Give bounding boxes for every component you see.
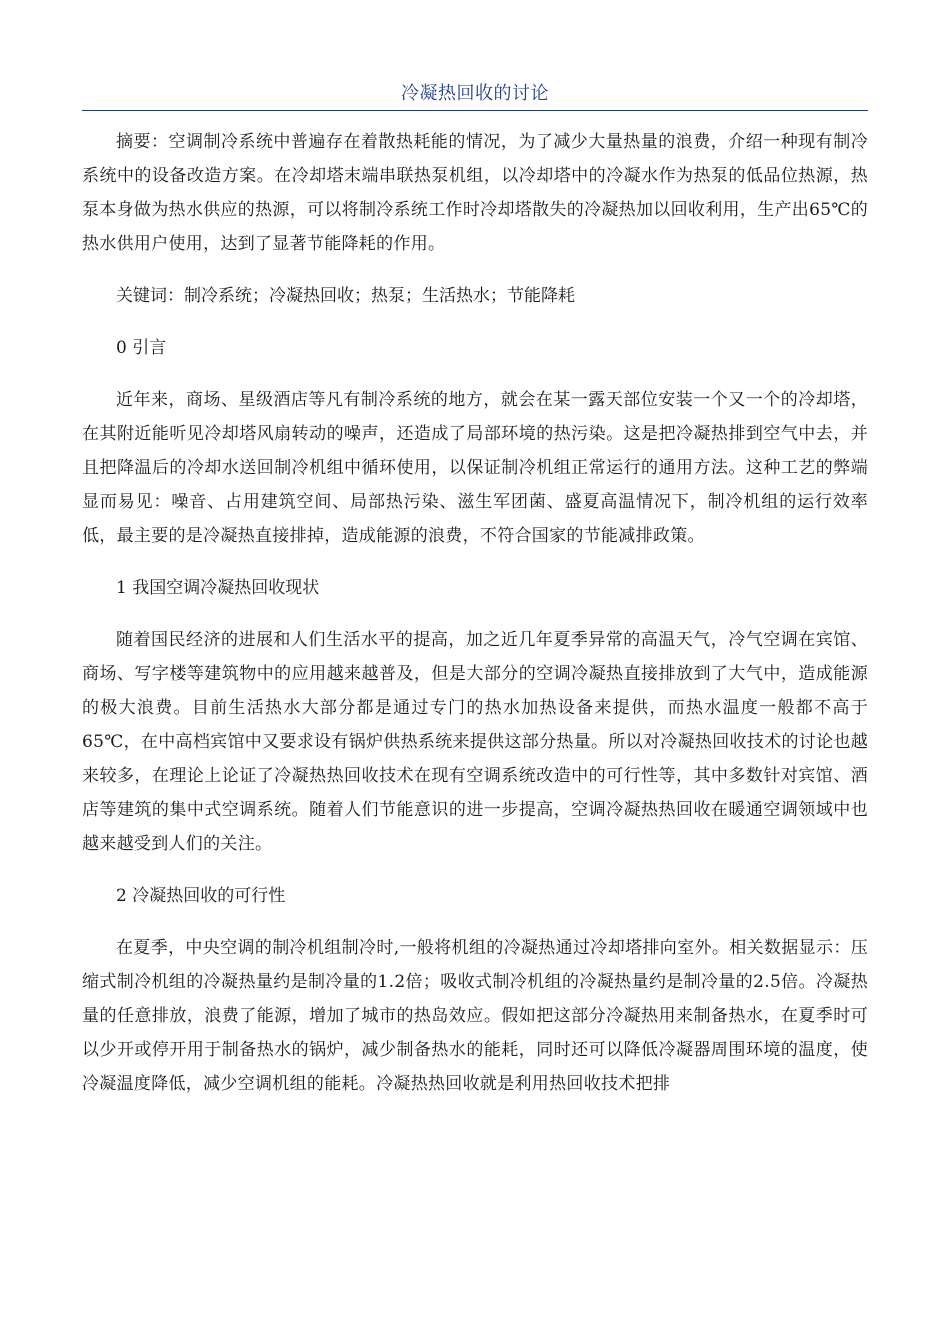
- abstract-paragraph: 摘要：空调制冷系统中普遍存在着散热耗能的情况，为了减少大量热量的浪费，介绍一种现有制冷系统中的设备改造方案。在冷却塔末端串联热泵机组，以冷却塔中的冷凝水作为热泵的低品位热源，热泵本身做为热水供应的热源，可以将制冷系统工作时冷却塔散失的冷凝热加以回收利用，生产出65℃的热水供用户使用，达到了显著节能降耗的作用。: [82, 132, 868, 254]
- section-heading-status: 1 我国空调冷凝热回收现状: [116, 578, 320, 598]
- section-body-status: 随着国民经济的进展和人们生活水平的提高，加之近几年夏季异常的高温天气，冷气空调在宾馆、商场、写字楼等建筑物中的应用越来越普及，但是大部分的空调冷凝热直接排放到了大气中，造成能源的极大浪费。目前生活热水大部分都是通过专门的热水加热设备来提供，而热水温度一般都不高于65℃，在中高档宾馆中又要求设有锅炉供热系统来提供这部分热量。所以对冷凝热回收技术的讨论也越来较多，在理论上论证了冷凝热热回收技术在现有空调系统改造中的可行性等，其中多数针对宾馆、酒店等建筑的集中式空调系统。随着人们节能意识的进一步提高，空调冷凝热热回收在暖通空调领域中也越来越受到人们的关注。: [82, 630, 868, 854]
- document-title: 冷凝热回收的讨论: [401, 83, 549, 104]
- section-body-introduction: 近年来，商场、星级酒店等凡有制冷系统的地方，就会在某一露天部位安装一个又一个的冷却塔，在其附近能听见冷却塔风扇转动的噪声，还造成了局部环境的热污染。这是把冷凝热排到空气中去，并且把降温后的冷却水送回制冷机组中循环使用，以保证制冷机组正常运行的通用方法。这种工艺的弊端显而易见：噪音、占用建筑空间、局部热污染、滋生军团菌、盛夏高温情况下，制冷机组的运行效率低，最主要的是冷凝热直接排掉，造成能源的浪费，不符合国家的节能减排政策。: [82, 390, 868, 546]
- section-heading-feasibility: 2 冷凝热回收的可行性: [116, 886, 286, 906]
- keywords-line: 关键词：制冷系统；冷凝热回收；热泵；生活热水；节能降耗: [116, 286, 575, 306]
- page-header: [82, 80, 868, 111]
- section-body-feasibility: 在夏季，中央空调的制冷机组制冷时,一般将机组的冷凝热通过冷却塔排向室外。相关数据显示：压缩式制冷机组的冷凝热量约是制冷量的1.2倍；吸收式制冷机组的冷凝热量约是制冷量的2.5倍。冷凝热量的任意排放，浪费了能源，增加了城市的热岛效应。假如把这部分冷凝热用来制备热水，在夏季时可以少开或停开用于制备热水的锅炉，减少制备热水的能耗，同时还可以降低冷凝器周围环境的温度，使冷凝温度降低，减少空调机组的能耗。冷凝热热回收就是利用热回收技术把排: [82, 938, 869, 1094]
- document-body: [82, 125, 868, 1119]
- section-heading-introduction: 0 引言: [116, 338, 167, 358]
